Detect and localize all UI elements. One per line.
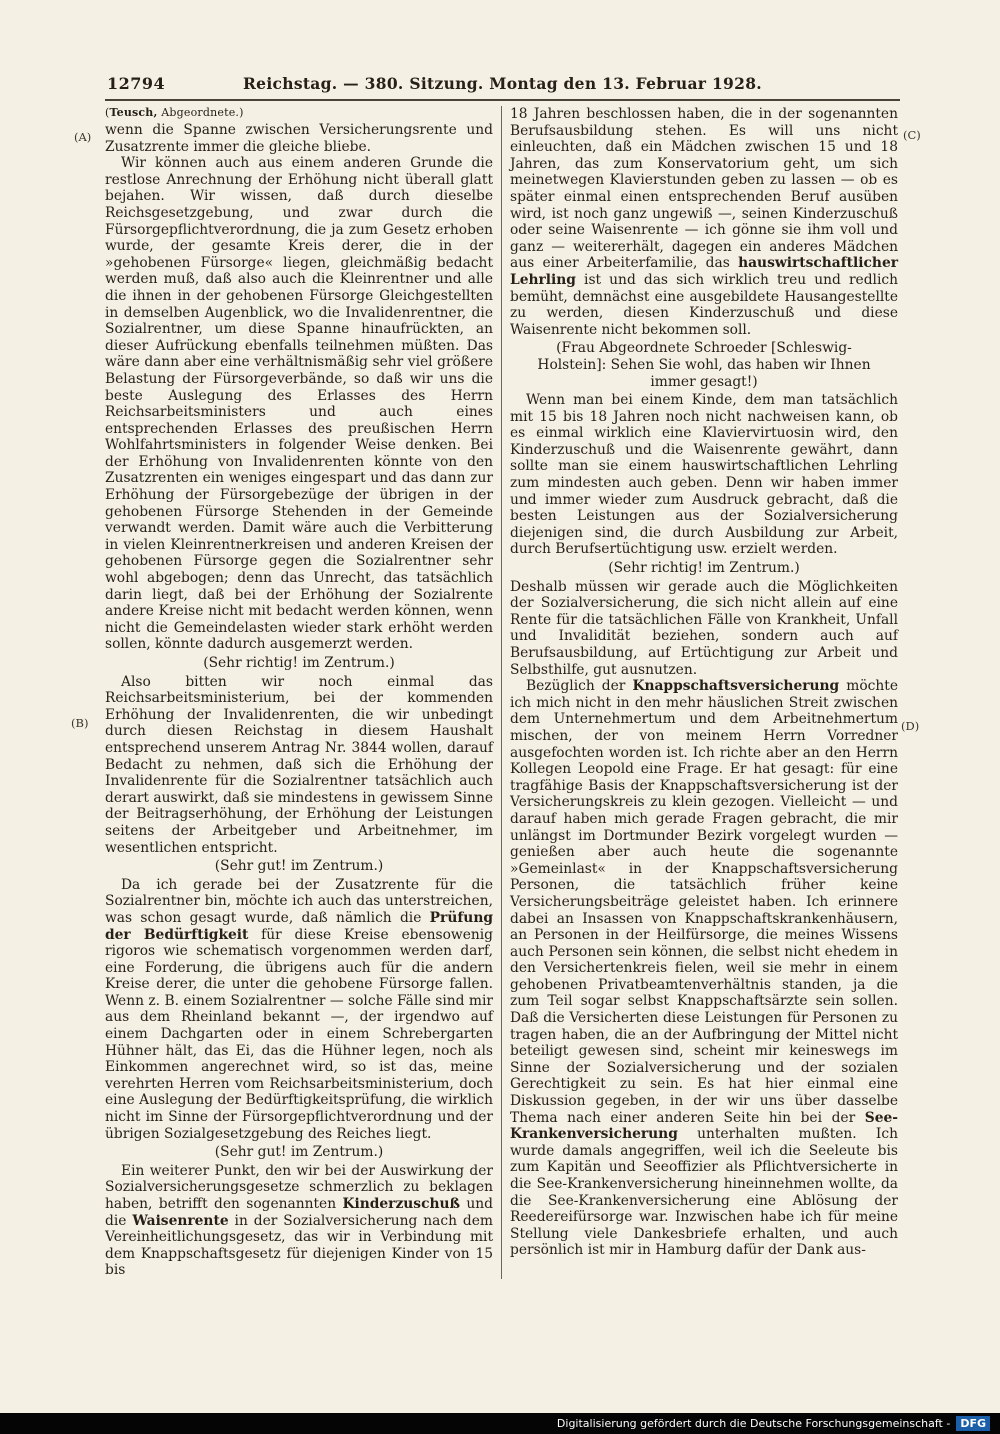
paragraph: Also bitten wir noch einmal das Reichsarbeitsministerium, bei der kommenden Erhöhung der Invalidenrenten, die wir unbedingt durch diesen Reichstag in diesem Haushalt entsprechend unserem Antrag Nr. 3844 wollen, darauf Bedacht zu nehmen, daß sich die Erhöhung der Invalidenrente für die Sozialrentner tatsächlich auch derart auswirkt, daß sie mindestens in gewissem Sinne der Beitragserhöhung, der Erhöhung der Leistungen seitens der Arbeitgeber und Arbeitnehmer, im wesentlichen entspricht. (105, 673, 493, 856)
paragraph: Wenn man bei einem Kinde, dem man tatsächlich mit 15 bis 18 Jahren noch nicht nachweisen kann, ob es einmal wirklich eine Klaviervirtuosin wird, den Kinderzuschuß und die Waisenrente gewährt, dann sollte man sie einem hauswirtschaftlichen Lehrling zum mindesten auch geben. Denn wir haben immer und immer wieder zum Ausdruck gebracht, daß die besten Leistungen aus der Sozialversicherung diejenigen sind, die durch Ausbildung zur Arbeit, durch Berufsertüchtigung usw. erzielt werden. (510, 392, 898, 558)
text-columns (105, 106, 900, 1279)
digitization-credit: Digitalisierung gefördert durch die Deutsche Forschungsgemeinschaft - (556, 1417, 951, 1430)
paragraph: (Sehr richtig! im Zentrum.) (608, 560, 800, 577)
paragraph: (Sehr gut! im Zentrum.) (214, 1144, 384, 1161)
column-left (105, 106, 493, 1279)
margin-marker-d: (D) (901, 719, 920, 733)
paragraph: (Sehr richtig! im Zentrum.) (203, 655, 395, 671)
speaker-note: (Teusch, Abgeordnete.) (105, 106, 244, 119)
margin-marker-b: (B) (71, 716, 89, 730)
margin-marker-c: (C) (903, 128, 921, 142)
paragraph: 18 Jahren beschlossen haben, die in der sogenannten Berufsausbildung stehen. Es will uns nicht einleuchten, daß ein Mädchen zwischen 15 und 18 Jahren, das zum Konservatorium geht, um sich meinetwegen Klavierstunden geben zu lassen — ob es später einmal einen entsprechenden Beruf ausüben wird, ist noch ganz ungewiß —, seinen Kinderzuschuß oder seine Waisenrente — ich gönne sie ihm voll und ganz — weitererhält, dagegen ein anderes Mädchen aus einer Arbeiterfamilie, das hauswirtschaftlicher Lehrling ist und das sich wirklich treu und redlich bemüht, demnächst eine ausgebildete Hausangestellte zu werden, diesen Kinderzuschuß und diese Waisenrente nicht bekommen soll. (510, 106, 898, 338)
digitization-footer-bar (0, 1413, 1000, 1434)
paragraph: Da ich gerade bei der Zusatzrente für die Sozialrentner bin, möchte ich auch das unterstreichen, was schon gesagt wurde, daß nämlich die Prüfung der Bedürftigkeit für diese Kreise ebensowenig rigoros wie schematisch vorgenommen werden darf, eine Forderung, die übrigens auch für die andern Kreise derer, die unter die gehobene Fürsorge fallen. Wenn z. B. einem Sozialrentner — solche Fälle sind mir aus dem Rheinland bekannt —, der irgendwo auf einem Dachgarten oder in einem Schrebergarten Hühner hält, das Ei, das die Hühner legen, noch als Einkommen angerechnet wird, so ist das, meine verehrten Herren vom Reichsarbeitsministerium, doch eine Auslegung der Bedürftigkeitsprüfung, die wirklich nicht im Sinne der Fürsorgepflichtverordnung und der übrigen Sozialgesetzgebung des Reiches liegt. (105, 876, 493, 1142)
paragraph: Deshalb müssen wir gerade auch die Möglichkeiten der Sozialversicherung, die sich nicht allein auf eine Rente für die tatsächlichen Fälle von Krankheit, Unfall und Invalidität beziehen, sondern auch auf Berufsausbildung, auf Ertüchtigung zur Arbeit und Selbsthilfe, gut ausnutzen. (510, 578, 898, 678)
margin-marker-a: (A) (74, 130, 92, 144)
column-right (510, 106, 898, 1279)
paragraph: Ein weiterer Punkt, den wir bei der Auswirkung der Sozialversicherungsgesetze schmerzlich zu beklagen haben, betrifft den sogenannten Kinderzuschuß und die Waisenrente in der Sozialversicherung nach dem Vereinheitlichungsgesetz, das wir in Verbindung mit dem Knappschaftsgesetz für diejenigen Kinder von 15 bis (105, 1162, 493, 1279)
dfg-logo: DFG (956, 1416, 990, 1431)
page-number: 12794 (107, 74, 166, 93)
paragraph: (Frau Abgeordnete Schroeder [Schleswig-Holstein]: Sehen Sie wohl, das haben wir Ihnen immer gesagt!) (537, 340, 871, 390)
paragraph: Bezüglich der Knappschaftsversicherung möchte ich mich nicht in den mehr häuslichen Streit zwischen dem Unternehmertum und dem Arbeitnehmertum mischen, der von meinem Herrn Vorredner ausgefochten worden ist. Ich richte aber an den Herrn Kollegen Leopold eine Frage. Er hat gesagt: für eine tragfähige Basis der Knappschaftsversicherung ist der Versicherungskreis zu klein gezogen. Vielleicht — und darauf haben mich gerade Fragen gebracht, die mir unlängst im Dortmunder Bezirk vorgelegt wurden — genießen aber auch heute die sogenannte »Gemeinlast« in der Knappschaftsversicherung Personen, die tatsächlich früher keine Versicherungsbeiträge geleistet haben. Ich erinnere dabei an Insassen von Knappschaftskrankenhäusern, an Personen in der Heilfürsorge, die meines Wissens auch Personen sein können, die selbst nicht ehedem in den Versichertenkreis fielen, weil sie mehr in einem gehobenen Privatbeamtenverhältnis standen, ja die zum Teil sogar selbst Knappschaftsärzte sein sollen. Daß die Versicherten diese Leistungen für Personen zu tragen haben, die an der Aufbringung der Mittel nicht beteiligt gewesen sind, scheint mir keineswegs im Sinne der Sozialversicherung und der sozialen Gerechtigkeit zu sein. Es hat hier einmal eine Diskussion gegeben, in der wir uns über dasselbe Thema nach einer anderen Seite hin bei der See-Krankenversicherung unterhalten mußten. Ich wurde damals angegriffen, weil ich die Seeleute bis zum Kapitän und Seeoffizier als Pflichtversicherte in die See-Krankenversicherung hineinnehmen wollte, da die See-Krankenversicherung eine Ablösung der Reedereifürsorge war. Inzwischen habe ich für meine Stellung viele Dankesbriefe erhalten, und auch persönlich ist mir in Hamburg dafür der Dank aus- (510, 678, 898, 1259)
page-title: Reichstag. — 380. Sitzung. Montag den 13. Februar 1928. (242, 74, 763, 93)
paragraph: Wir können auch aus einem anderen Grunde die restlose Anrechnung der Erhöhung nicht überall glatt bejahen. Wir wissen, daß durch dieselbe Reichsgesetzgebung, und zwar durch die Fürsorgepflichtverordnung, die ja zum Gesetz erhoben wurde, der gesamte Kreis derer, die in der »gehobenen Fürsorge« liegen, gleichmäßig bedacht werden muß, daß also auch die Kleinrentner und alle die ihnen in der gehobenen Fürsorge Gleichgestellten in demselben Augenblick, wo die Invalidenrentner, die Sozialrentner, um diese Spanne hinaufrückten, an dieser Aufrückung ebenfalls teilnehmen müßten. Das wäre dann aber eine verhältnismäßig sehr viel größere Belastung der Fürsorgeverbände, so daß wir uns die beste Auslegung des Erlasses des Herrn Reichsarbeitsministers und auch eines entsprechenden Erlasses des preußischen Herrn Wohlfahrtsministers in folgender Weise denken. Bei der Erhöhung von Invalidenrenten könnte von den Zusatzrenten ein weniges eingespart und das dann zur Erhöhung der Fürsorgebezüge der übrigen in der gehobenen Fürsorge Stehenden in der Gemeinde verwandt werden. Damit wäre auch die Verbitterung in vielen Kleinrentnerkreisen und anderen Kreisen der gehobenen Fürsorge gegen die Sozialrentner sehr wohl abgebogen; denn das Unrecht, das tatsächlich darin liegt, daß bei der Erhöhung der Sozialrente andere Kreise nicht mit bedacht werden können, wenn nicht die Gemeindelasten wieder stark erhöht werden sollen, könnte dadurch ausgemerzt werden. (105, 155, 493, 653)
paragraph: (Sehr gut! im Zentrum.) (214, 858, 384, 875)
column-divider (501, 106, 502, 1279)
page-header (105, 74, 900, 101)
paragraph: wenn die Spanne zwischen Versicherungsrente und Zusatzrente immer die gleiche bliebe. (105, 122, 493, 155)
